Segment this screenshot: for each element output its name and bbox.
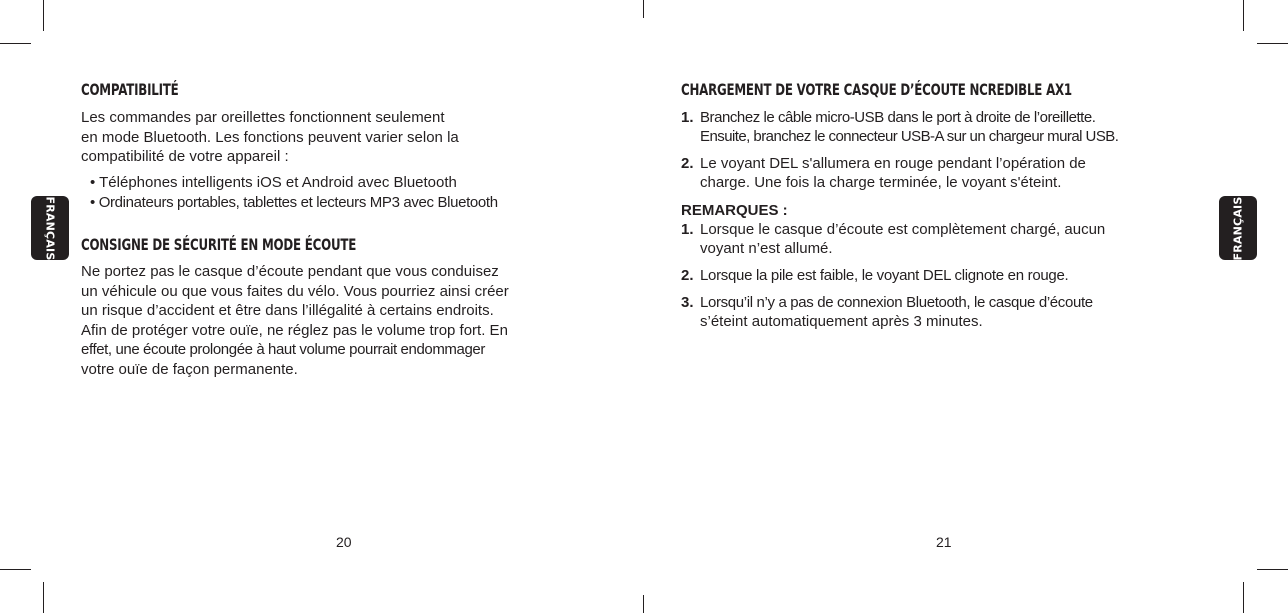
crop-mark [0, 569, 31, 570]
step-line: voyant n’est allumé. [700, 240, 833, 257]
language-tab-label: FRANÇAIS [1231, 196, 1245, 260]
page-number: 21 [936, 534, 952, 550]
step-number: 3. [681, 294, 694, 311]
language-tab-label: FRANÇAIS [43, 196, 57, 260]
bullet-item: • Ordinateurs portables, tablettes et lecteurs MP3 avec Bluetooth [90, 193, 498, 211]
paragraph-line: en mode Bluetooth. Les fonctions peuvent varier selon la [81, 128, 459, 146]
charging-steps [681, 108, 1118, 200]
paragraph-line: votre ouïe de façon permanente. [81, 360, 298, 378]
remarks-label: REMARQUES : [681, 202, 788, 219]
charging-title: CHARGEMENT DE VOTRE CASQUE D’ÉCOUTE NCREDIBLE AX1 [681, 80, 1072, 99]
paragraph-line: Les commandes par oreillettes fonctionnent seulement [81, 109, 445, 126]
language-tab [31, 196, 69, 260]
safety-paragraph [81, 262, 509, 379]
step-number: 1. [681, 109, 694, 126]
list-item [681, 266, 1105, 285]
paragraph-line: effet, une écoute prolongée à haut volume pourrait endommager [81, 341, 485, 358]
step-number: 2. [681, 155, 694, 172]
crop-mark [43, 0, 44, 31]
step-line: Le voyant DEL s'allumera en rouge pendant l’opération de [700, 155, 1086, 172]
crop-mark [1257, 43, 1288, 44]
safety-title: CONSIGNE DE SÉCURITÉ EN MODE ÉCOUTE [81, 235, 357, 254]
list-item [681, 293, 1105, 331]
crop-mark [1243, 0, 1244, 31]
paragraph-line: Afin de protéger votre ouïe, ne réglez pas le volume trop fort. En [81, 321, 508, 339]
step-number: 2. [681, 267, 694, 284]
crop-mark [643, 0, 644, 18]
page-number: 20 [336, 534, 352, 550]
step-number: 1. [681, 221, 694, 238]
crop-mark [643, 595, 644, 613]
step-line: Lorsque la pile est faible, le voyant DEL clignote en rouge. [700, 267, 1069, 284]
list-item [681, 154, 1118, 192]
paragraph-line: compatibilité de votre appareil : [81, 148, 289, 165]
crop-mark [43, 582, 44, 613]
step-line: s’éteint automatiquement après 3 minutes. [700, 313, 983, 330]
step-line: Lorsque le casque d’écoute est complètement chargé, aucun [700, 221, 1106, 238]
step-line: Branchez le câble micro-USB dans le port à droite de l’oreillette. [700, 109, 1096, 126]
paragraph-line: un risque d’accident et être dans l’illégalité à certains endroits. [81, 302, 494, 319]
compatibility-title: COMPATIBILITÉ [81, 80, 179, 99]
list-item [681, 108, 1118, 146]
step-line: charge. Une fois la charge terminée, le voyant s'éteint. [700, 174, 1062, 191]
compatibility-paragraph [81, 108, 459, 167]
paragraph-line: un véhicule ou que vous faites du vélo. Vous pourriez ainsi créer [81, 282, 509, 300]
list-item [681, 220, 1105, 258]
step-line: Ensuite, branchez le connecteur USB-A sur un chargeur mural USB. [700, 128, 1119, 145]
crop-mark [0, 43, 31, 44]
paragraph-line: Ne portez pas le casque d’écoute pendant que vous conduisez [81, 263, 499, 280]
step-line: Lorsqu’il n’y a pas de connexion Bluetooth, le casque d’écoute [700, 294, 1093, 311]
crop-mark [1243, 582, 1244, 613]
crop-mark [1257, 569, 1288, 570]
bullet-item: • Téléphones intelligents iOS et Android avec Bluetooth [90, 174, 457, 191]
remarks-list [681, 220, 1105, 339]
language-tab [1219, 196, 1257, 260]
compatibility-bullet-list [90, 173, 498, 212]
